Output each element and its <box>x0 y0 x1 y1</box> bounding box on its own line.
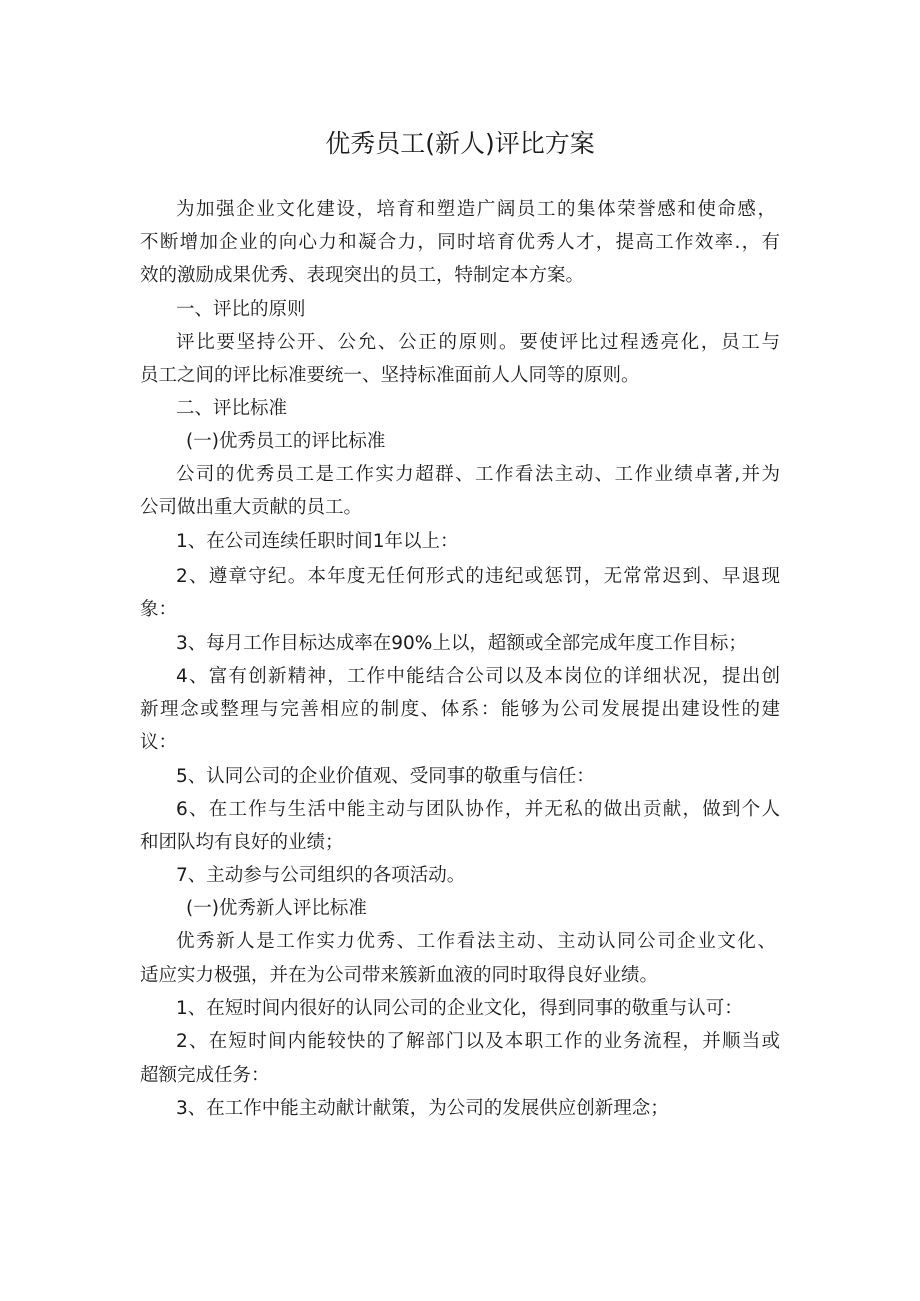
subsection-heading: (一)优秀新人评比标准 <box>186 898 367 919</box>
list-item: 2、遵章守纪。本年度无任何形式的违纪或惩罚，无常常迟到、早退现 <box>176 566 780 587</box>
list-item: 4、富有创新精神，工作中能结合公司以及本岗位的详细状况，提出创 <box>176 666 780 687</box>
paragraph-line: 优秀新人是工作实力优秀、工作看法主动、主动认同公司企业文化、 <box>176 931 776 952</box>
paragraph-line: 适应实力极强，并在为公司带来簇新血液的同时取得良好业绩。 <box>140 965 659 986</box>
list-item: 7、主动参与公司组织的各项活动。 <box>176 865 466 886</box>
list-item: 6、在工作与生活中能主动与团队协作，并无私的做出贡献，做到个人 <box>176 799 780 820</box>
document-title: 优秀员工(新人)评比方案 <box>325 129 595 158</box>
subsection-heading: (一)优秀员工的评比标准 <box>186 431 386 452</box>
paragraph-line: 为加强企业文化建设，培育和塑造广阔员工的集体荣誉感和使命感， <box>176 199 776 220</box>
list-item: 1、在公司连续任职时间1年以上： <box>176 531 459 552</box>
list-item: 3、在工作中能主动献计献策，为公司的发展供应创新理念； <box>176 1098 669 1119</box>
paragraph-line: 效的激励成果优秀、表现突出的员工，特制定本方案。 <box>140 265 585 286</box>
list-item: 1、在短时间内很好的认同公司的企业文化，得到同事的敬重与认可： <box>176 998 743 1019</box>
list-item-continuation: 超额完成任务： <box>140 1065 270 1086</box>
paragraph-line: 公司的优秀员工是工作实力超群、工作看法主动、工作业绩卓著,并为 <box>176 464 780 485</box>
list-item: 3、每月工作目标达成率在90%上以，超额或全部完成年度工作目标； <box>176 633 747 654</box>
section-heading: 一、评比的原则 <box>176 299 306 320</box>
list-item-continuation: 议： <box>140 732 178 753</box>
list-item-continuation: 和团队均有良好的业绩； <box>140 832 344 853</box>
section-heading: 二、评比标准 <box>176 398 288 419</box>
list-item: 2、在短时间内能较快的了解部门以及本职工作的业务流程，并顺当或 <box>176 1031 780 1052</box>
list-item: 5、认同公司的企业价值观、受同事的敬重与信任： <box>176 766 595 787</box>
paragraph-line: 不断增加企业的向心力和凝合力，同时培育优秀人才，提高工作效率.，有 <box>140 232 780 253</box>
list-item-continuation: 象： <box>140 599 178 620</box>
paragraph-line: 公司做出重大贡献的员工。 <box>140 497 363 518</box>
paragraph-line: 员工之间的评比标准要统一、坚持标准面前人人同等的原则。 <box>140 365 640 386</box>
paragraph-line: 评比要坚持公开、公允、公正的原则。要使评比过程透亮化，员工与 <box>176 332 780 353</box>
list-item-continuation: 新理念或整理与完善相应的制度、体系：能够为公司发展提出建设性的建 <box>140 699 780 720</box>
